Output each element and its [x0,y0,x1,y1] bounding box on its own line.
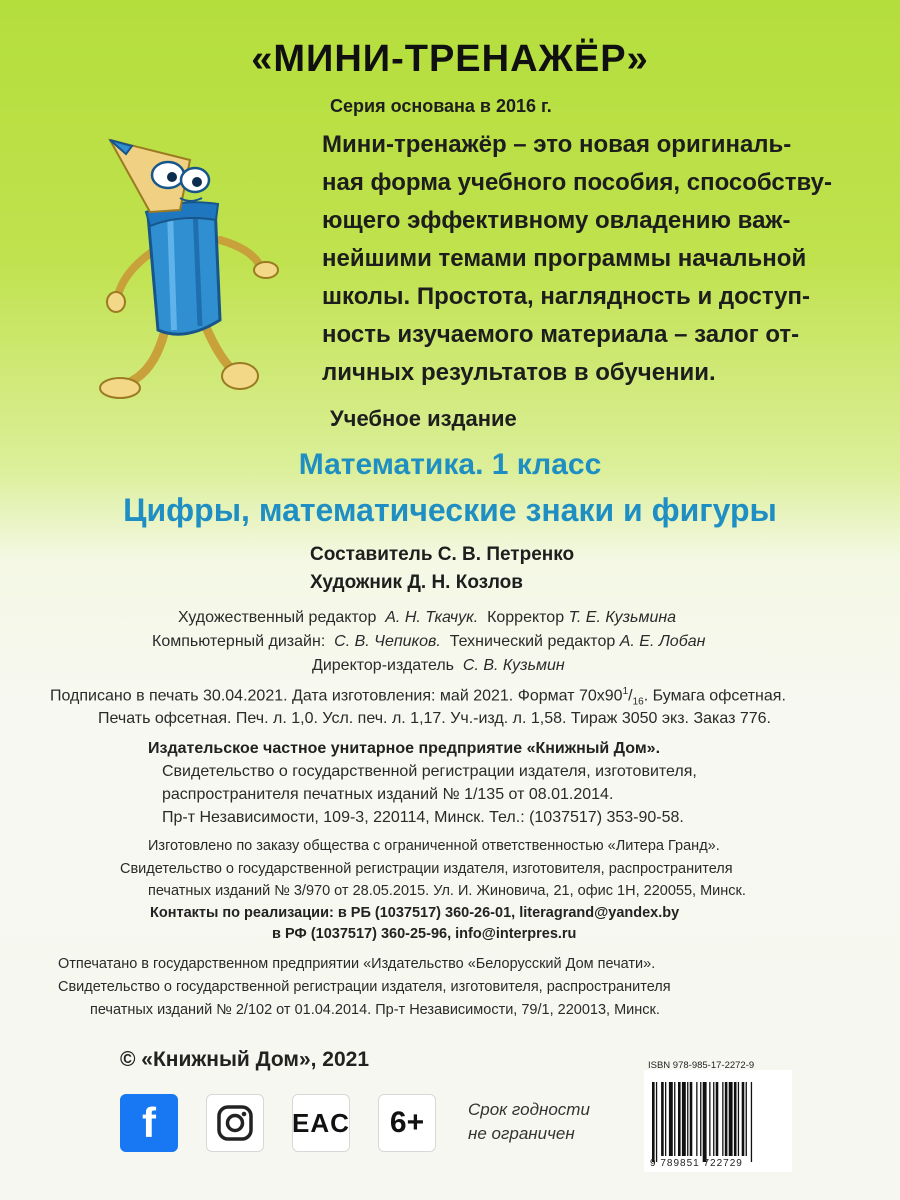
barcode-bar [722,1082,723,1156]
pencil-mascot-illustration [70,120,300,420]
staff-line-3 [312,657,565,675]
corrector-label: Корректор [487,609,565,626]
publisher-name: Издательское частное унитарное предприятие «Книжный Дом». [148,740,661,757]
printer-line: Свидетельство о государственной регистрации издателя, изготовителя, распространителя [58,979,671,995]
description-line: школы. Простота, наглядность и доступ- [322,283,811,310]
barcode-bar [665,1082,666,1156]
barcode-bar [652,1082,655,1162]
staff-line-1 [178,609,676,627]
format-fraction-numerator: 1 [622,686,629,697]
shelf-life-line-2: не ограничен [468,1124,575,1143]
barcode-bar [656,1082,657,1162]
instagram-icon[interactable] [206,1094,264,1152]
barcode-bar [669,1082,673,1156]
edition-type: Учебное издание [330,406,517,431]
manufacturer-line: Свидетельство о государственной регистрации издателя, изготовителя, распространителя [120,861,733,877]
age-6plus-icon [378,1094,436,1152]
description-line: ющего эффективному овладению важ- [322,207,791,234]
barcode-digits: 9 789851 722729 [650,1158,743,1169]
printer-line: печатных изданий № 2/102 от 01.04.2014. Пр-т Независимости, 79/1, 220013, Минск. [90,1002,660,1018]
book-topic: Цифры, математические знаки и фигуры [123,492,777,528]
barcode-bar [751,1082,752,1162]
tech-editor-name: А. Е. Лобан [619,633,706,650]
barcode-bar [738,1082,739,1156]
barcode-bars [644,1080,792,1168]
barcode-bar [661,1082,664,1156]
compiler: Составитель С. В. Петренко [310,544,575,565]
description-line: ность изучаемого материала – залог от- [322,321,800,348]
format-fraction-denominator: 16 [632,696,644,708]
barcode-bar [725,1082,728,1156]
tech-editor-label: Технический редактор [449,633,616,650]
description-line: личных результатов в обучении. [322,359,716,386]
design-label: Компьютерный дизайн: [152,633,326,650]
art-editor-label: Художественный редактор [178,609,377,626]
sales-contacts-rf: в РФ (1037517) 360-25-96, info@interpres.ru [272,926,577,942]
barcode-bar [674,1082,675,1156]
barcode-bar [690,1082,693,1156]
description-line: нейшими темами программы начальной [322,245,807,272]
corrector-name: Т. Е. Кузьмина [568,609,677,626]
printer-line: Отпечатано в государственном предприятии «Издательство «Белорусский Дом печати». [58,956,656,972]
manufacturer-line: Изготовлено по заказу общества с ограниченной ответственностью «Литера Гранд». [148,838,720,854]
director-label: Директор-издатель [312,657,455,674]
barcode-bar [742,1082,745,1156]
shelf-life [468,1098,590,1146]
facebook-icon[interactable]: f [120,1094,178,1152]
barcode-bar [713,1082,714,1156]
barcode-bar [703,1082,707,1162]
art-editor-name: А. Н. Ткачук. [385,609,479,626]
barcode-bar [682,1082,686,1156]
publisher-line: Свидетельство о государственной регистрации издателя, изготовителя, [162,763,697,780]
print-info-line-1: Подписано в печать 30.04.2021. Дата изготовления: май 2021. Формат $70х90^1/_{16}$. Бумага офсетная. [50,686,786,708]
barcode-bar [700,1082,701,1156]
barcode-bar [746,1082,747,1156]
description-line: ная форма учебного пособия, способству- [322,169,833,196]
shelf-life-line-1: Срок годности [468,1100,590,1119]
description-line: Мини-тренажёр – это новая оригиналь- [322,131,792,158]
series-title: «МИНИ-ТРЕНАЖЁР» [251,38,649,80]
print-info-line-2: Печать офсетная. Печ. л. 1,0. Усл. печ. л. 1,17. Уч.-изд. л. 1,58. Тираж 3050 экз. Заказ 776. [98,710,771,727]
isbn: ISBN 978-985-17-2272-9 [648,1060,755,1071]
print-info-text: Подписано в печать 30.04.2021. Дата изготовления: май 2021. Формат 70х90 [50,687,623,705]
barcode-bar [729,1082,733,1156]
staff-line-2 [152,633,705,651]
age-rating: 6+ [389,1106,425,1139]
sales-contacts-rb: Контакты по реализации: в РБ (1037517) 360-26-01, literagrand@yandex.by [150,905,680,921]
barcode-bar [734,1082,737,1156]
copyright: © «Книжный Дом», 2021 [120,1048,370,1071]
eac-icon [292,1094,350,1152]
barcode-bar [709,1082,710,1156]
book-subject: Математика. 1 класс [298,448,602,481]
series-description [322,126,872,392]
barcode-bar [678,1082,681,1156]
eac-mark: EAC [292,1107,350,1138]
barcode-bar [687,1082,688,1156]
manufacturer-line: печатных изданий № 3/970 от 28.05.2015. Ул. И. Жиновича, 21, офис 1Н, 220055, Минск. [148,883,746,899]
series-founded: Серия основана в 2016 г. [330,96,552,116]
artist: Художник Д. Н. Козлов [310,572,523,593]
barcode [644,1070,792,1172]
director-name: С. В. Кузьмин [462,657,565,674]
barcode-bar [716,1082,719,1156]
design-name: С. В. Чепиков. [334,633,441,650]
publisher-line: Пр-т Независимости, 109-3, 220114, Минск. Тел.: (1037517) 353-90-58. [162,809,684,826]
publisher-line: распространителя печатных изданий № 1/135 от 08.01.2014. [162,786,614,803]
barcode-bar [696,1082,697,1156]
print-info-text: . Бумага офсетная. [643,687,786,705]
